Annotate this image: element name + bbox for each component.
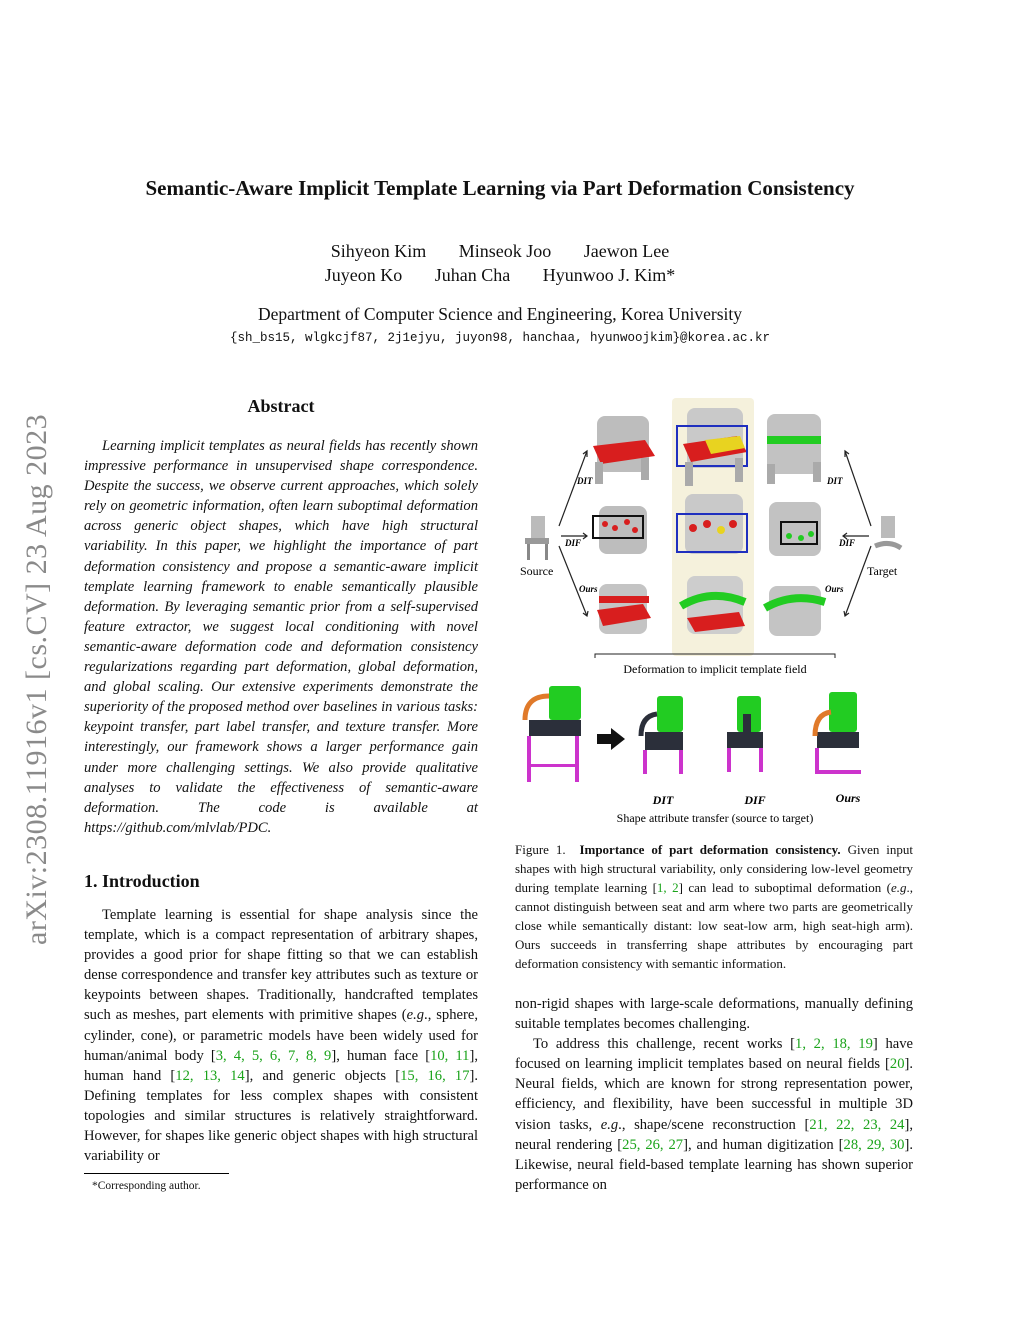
- text-run: ], human face [: [331, 1047, 431, 1064]
- paragraph: [515, 1034, 913, 1195]
- target-chair-render: [875, 516, 901, 548]
- chair-render-dit-left: [593, 416, 655, 484]
- text-run: ., shape/scene reconstruction [: [618, 1116, 810, 1133]
- caption-label: Figure 1.: [515, 842, 566, 857]
- text-run: ]. Likewise, neural field-based template learning has shown superior performance on: [515, 1136, 913, 1193]
- citation-link[interactable]: 10, 11: [430, 1047, 470, 1064]
- text-run: e.g: [600, 1116, 619, 1133]
- text-run: ., cannot distinguish between seat and arm where two parts are geometrically close while semantically distant: low seat-low arm, high seat-high arm). Ours succeeds in transferring shape attributes by encouraging part deformation consistency with semantic information.: [515, 880, 914, 971]
- author-name: Juyeon Ko: [324, 265, 403, 285]
- affiliation: Department of Computer Science and Engineering, Korea University: [257, 304, 742, 324]
- transfer-caption: Shape attribute transfer (source to target): [616, 811, 814, 825]
- text-run: ] can lead to suboptimal deformation (: [678, 880, 891, 895]
- figure-1: [515, 396, 915, 834]
- chair-render-dif-template: [677, 494, 747, 554]
- paragraph: non-rigid shapes with large-scale deformations, manually defining suitable templates becomes challenging.: [515, 996, 913, 1033]
- label-ours-right: Ours: [825, 584, 844, 594]
- abstract-heading: Abstract: [247, 396, 315, 416]
- author-emails: {sh_bs15, wlgkcjf87, 2j1ejyu, juyon98, hanchaa, hyunwoojkim}@korea.ac.kr: [229, 331, 771, 345]
- citation-link[interactable]: 21, 22, 23, 24: [809, 1116, 905, 1133]
- author-name: Juhan Cha: [434, 265, 511, 285]
- figure-1-caption: [515, 840, 913, 973]
- citation-link[interactable]: 12, 13, 14: [175, 1067, 245, 1084]
- label-dit-right: DIT: [827, 476, 843, 486]
- caption-title: Importance of part deformation consistency.: [579, 842, 841, 857]
- label-transfer-dit: DIT: [652, 793, 674, 807]
- label-target: Target: [867, 564, 898, 578]
- chair-render-ours-right: [765, 586, 825, 636]
- transfer-ours-chair: [815, 692, 861, 772]
- text-run: ], and generic objects [: [244, 1067, 401, 1084]
- citation-link[interactable]: 15, 16, 17: [400, 1067, 470, 1084]
- chair-render-ours-left: [597, 584, 651, 634]
- text-run: ], and human digitization [: [683, 1136, 844, 1153]
- author-name: Jaewon Lee: [583, 241, 670, 261]
- intro-paragraph: [84, 905, 478, 1166]
- source-chair-render: [525, 516, 549, 560]
- intro-heading: 1. Introduction: [84, 871, 200, 891]
- citation-link[interactable]: 20: [889, 1056, 905, 1073]
- transfer-dit-chair: [641, 696, 683, 774]
- label-dit-left: DIT: [577, 476, 593, 486]
- paper-title: Semantic-Aware Implicit Template Learning via Part Deformation Consistency: [145, 176, 855, 200]
- citation-link[interactable]: 1, 2, 18, 19: [795, 1036, 873, 1053]
- deformation-caption: Deformation to implicit template field: [623, 662, 807, 676]
- text-run: e.g: [890, 880, 907, 895]
- transfer-arrow: [597, 728, 625, 750]
- transfer-source-chair: [525, 686, 581, 782]
- text-run: ], neural rendering [: [515, 1116, 913, 1153]
- footnote: *Corresponding author.: [92, 1180, 201, 1192]
- authors-row-1: [0, 241, 1000, 262]
- arxiv-stamp: arXiv:2308.11916v1 [cs.CV] 23 Aug 2023: [20, 413, 53, 945]
- author-name: Minseok Joo: [458, 241, 552, 261]
- text-run: Template learning is essential for shape analysis since the template, which is a compact representation of arbitrary shapes, provides a good prior for shape fitting so that we can establish dense correspondence and transfer key attributes such as texture or keypoints between shapes. Traditionally, handcrafted templates such as meshes, part elements with primitive shapes (: [84, 907, 478, 1024]
- citation-link[interactable]: 1, 2: [656, 880, 679, 895]
- author-name: Sihyeon Kim: [330, 241, 427, 261]
- chair-render-dif-right: [769, 502, 821, 556]
- text-run: ]. Neural fields, which are known for strong representation power, efficiency, and flexibility, have been successful in multiple 3D vision tasks,: [515, 1056, 913, 1133]
- chair-render-dif-left: [593, 506, 647, 554]
- author-name: Hyunwoo J. Kim*: [542, 265, 676, 285]
- citation-link[interactable]: 25, 26, 27: [622, 1136, 684, 1153]
- text-run: ]. Defining templates for less complex shapes with consistent topologies and similar structures is relatively straightforward. However, for shapes like generic object shapes with high structural variability or: [84, 1067, 479, 1165]
- text-run: e.g: [406, 1007, 425, 1024]
- chair-render-dit-right: [767, 414, 821, 484]
- text-run: To address this challenge, recent works [: [533, 1036, 796, 1053]
- label-transfer-dif: DIF: [744, 793, 766, 807]
- label-source: Source: [520, 564, 554, 578]
- text-run: ], human hand [: [84, 1047, 478, 1084]
- footnote-rule: [84, 1173, 229, 1174]
- abstract-body: Learning implicit templates as neural fields has recently shown impressive performance in unsupervised shape correspondence. Despite the success, we observe current approaches, which solely rely on geometric information, often learn suboptimal deformation across generic object shapes, which have high structural variability. In this paper, we highlight the importance of part deformation consistency and propose a semantic-aware implicit template learning framework to enable semantically plausible deformation. By leveraging semantic prior from a self-supervised feature extractor, we suggest local conditioning with novel semantic-aware deformation code and deformation consistency regularizations regarding part deformation, global deformation, and global scaling. Our extensive experiments demonstrate the superiority of the proposed method over baselines in various tasks: keypoint transfer, part label transfer, and texture transfer. More interestingly, our framework shows a larger performance gain under more challenging settings. We also provide qualitative analyses to validate the effectiveness of semantic-aware deformation. The code is available at https://github.com/mlvlab/PDC.: [84, 438, 478, 836]
- text-run: ., sphere, cylinder, cone), or parametric models have been widely used for human/animal body [: [84, 1007, 478, 1064]
- text-run: ] have focused on learning implicit templates based on neural fields [: [515, 1036, 914, 1073]
- label-ours-left: Ours: [579, 584, 598, 594]
- authors-row-2: [0, 265, 1000, 286]
- transfer-dif-chair: [727, 696, 763, 772]
- chair-render-ours-template: [681, 576, 745, 634]
- label-transfer-ours: Ours: [835, 791, 861, 805]
- right-column-text: [515, 994, 913, 1195]
- citation-link[interactable]: 28, 29, 30: [843, 1136, 905, 1153]
- label-dif-right: DIF: [839, 538, 856, 548]
- label-dif-left: DIF: [565, 538, 582, 548]
- citation-link[interactable]: 3, 4, 5, 6, 7, 8, 9: [215, 1047, 332, 1064]
- text-run: Given input shapes with high structural variability, only considering low-level geometry during template learning [: [515, 842, 914, 895]
